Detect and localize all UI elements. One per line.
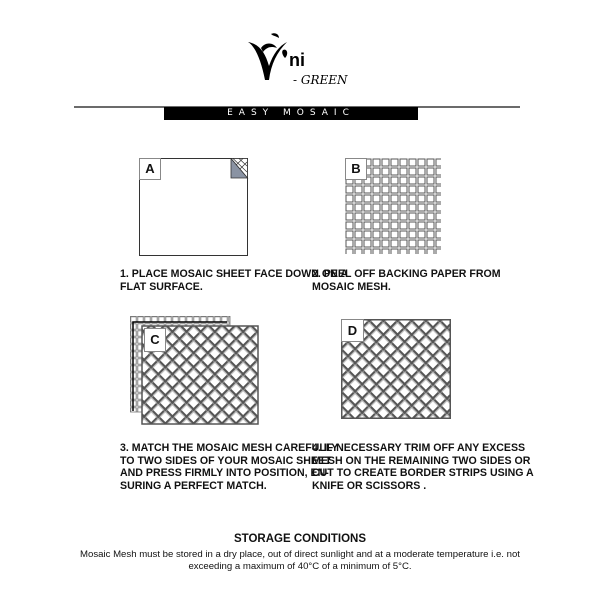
storage-body: Mosaic Mesh must be stored in a dry place, out of direct sunlight and at a moderate temperature i.e. not exceeding a maximum of 40°C of a minimum of 5°C. <box>80 549 520 572</box>
step-3-text: 3. MATCH THE MOSAIC MESH CAREFULLY TO TWO SIDES OF YOUR MOSAIC SHEET AND PRESS FIRMLY INTO POSITION, EN- SURING A PERFECT MATCH. <box>120 442 339 492</box>
step-b-badge: B <box>345 158 367 180</box>
step-d-badge: D <box>341 319 364 342</box>
step-4-text: 4. IF NECESSARY TRIM OFF ANY EXCESS MESH ON THE REMAINING TWO SIDES OR CUT TO CREATE BORDER STRIPS USING A KNIFE OR SCISSORS . <box>312 442 534 492</box>
step-d-illustration <box>341 319 451 419</box>
step-b-illustration <box>345 158 441 254</box>
step-c-illustration <box>130 316 260 426</box>
step-2-text: 2. PEEL OFF BACKING PAPER FROM MOSAIC MESH. <box>312 268 501 293</box>
svg-text:- GREEN: - GREEN <box>293 73 348 87</box>
step-c-badge: C <box>144 328 166 352</box>
step-a-illustration <box>139 158 249 256</box>
step-a-badge: A <box>139 158 161 180</box>
storage-title: STORAGE CONDITIONS <box>233 533 367 545</box>
svg-text:ni: ni <box>289 50 305 70</box>
page-title: EASY MOSAIC <box>164 107 418 120</box>
logo-mark-icon <box>243 28 363 90</box>
step-1-text: 1. PLACE MOSAIC SHEET FACE DOWN ON A FLAT SURFACE. <box>120 268 348 293</box>
uni-green-logo <box>243 28 363 90</box>
